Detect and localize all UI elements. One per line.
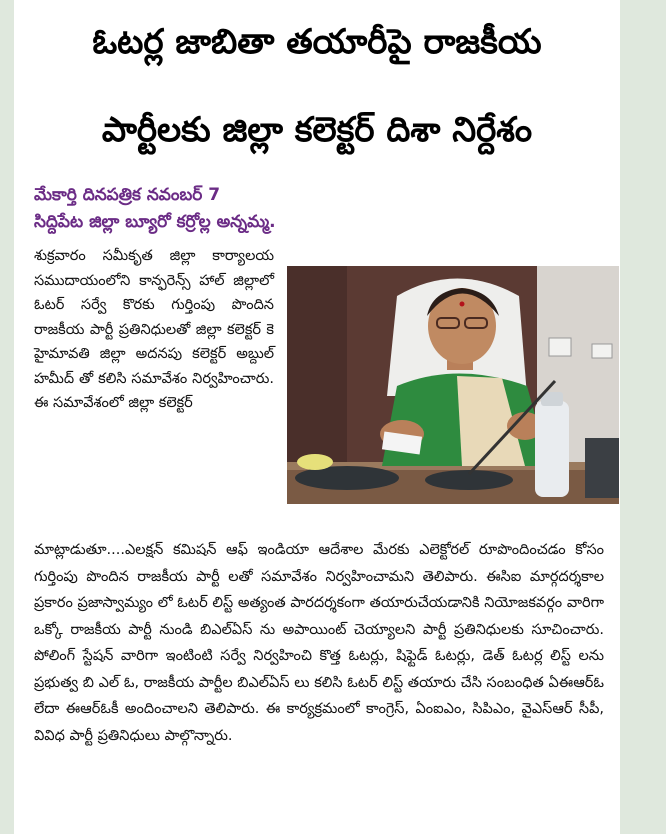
headline-line-2: పార్టీలకు జిల్లా కలెక్టర్ దిశా నిర్దేశం [101, 110, 533, 150]
byline-reporter: సిద్దిపేట జిల్లా బ్యూరో కర్రోల్ల అన్నమ్మ. [34, 212, 276, 232]
article-full-width-text: మాట్లాడుతూ....ఎలక్షన్ కమిషన్ ఆఫ్ ఇండియా ఆదేశాల మేరకు ఎలెక్టోరల్ రూపొందించడం కోసం గుర్తింపు పొందిన రాజకీయ పార్టీ లతో సమావేశం నిర్వహించామని తెలిపారు. ఈసిఐ మార్గదర్శకాల ప్రకారం ప్రజాస్వామ్యం లో ఓటర్ లిస్ట్ అత్యంత పారదర్శకంగా తయారుచేయడానికి నియోజకవర్గం వారిగా ఒక్కో రాజకీయ పార్టీ నుండి బిఎల్ఏస్ ను అపాయింట్ చెయ్యాలని పార్టీ ప్రతినిధులకు సూచించారు. పోలింగ్ స్టేషన్ వారిగా ఇంటింటి సర్వే నిర్వహించి కొత్త ఓటర్లు, షిఫ్టెడ్ ఓటర్లు, డెత్ ఓటర్ల లిస్ట్ లను ప్రభుత్వ బి ఎల్ ఓ, రాజకీయ పార్టీల బిఎల్ఏస్ లు కలిసి ఓటర్ లిస్ట్ తయారు చేసి సంబంధిత ఏఈఆర్ఓ లేదా ఈఆర్ఓకీ అందించాలని తెలిపారు. ఈ కార్యక్రమంలో కాంగ్రెస్, ఏంఐఎం, సిపిఎం, వైఎస్ఆర్ సీపీ, వివిధ పార్టీ ప్రతినిధులు పాల్గొన్నారు. [34, 542, 604, 744]
collector-meeting-photo [287, 266, 619, 504]
byline-dateline: మేకార్తి దినపత్రిక నవంబర్ 7 [34, 185, 221, 205]
article-column-text: శుక్రవారం సమీకృత జిల్లా కార్యాలయ సముదాయంలోని కాన్ఫరెన్స్ హాల్ జిల్లాలో ఓటర్ సర్వే కొరకు గుర్తింపు పొందిన రాజకీయ పార్టీ ప్రతినిధులతో జిల్లా కలెక్టర్ కె హైమావతి జిల్లా అదనపు కలెక్టర్ అబ్దుల్ హమీద్ తో కలిసి సమావేశం నిర్వహించారు. ఈ సమావేశంలో జిల్లా కలెక్టర్ [34, 248, 274, 411]
headline-line-1: ఓటర్ల జాబితా తయారీపై రాజకీయ [92, 22, 542, 62]
news-clipping [14, 0, 620, 834]
